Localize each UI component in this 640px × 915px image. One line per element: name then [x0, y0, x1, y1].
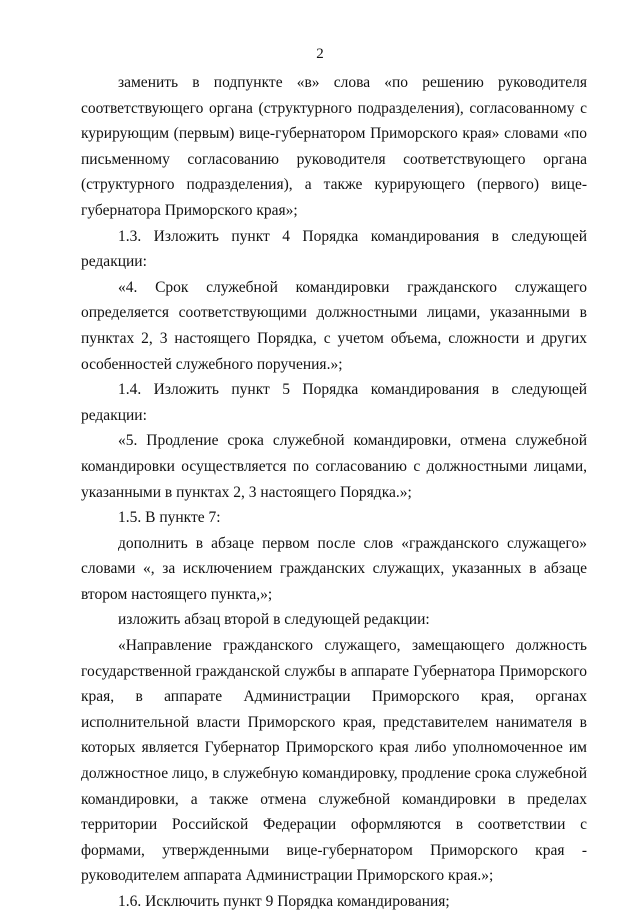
- paragraph-restate-second: изложить абзац второй в следующей редакции:: [118, 611, 430, 629]
- paragraph-replace-words: заменить в подпункте «в» слова «по решению руководителя соответствующего органа (структурного подразделения), согласованному с курирующим (первым) вице-губернатором Приморского края» словами «по письменному согласованию руководителя соответствующего органа (структурного подразделения), а также курирующего (первого) вице-губернатора Приморского края»;: [81, 74, 587, 219]
- page-number: 2: [316, 46, 324, 62]
- paragraph-item-1-4: 1.4. Изложить пункт 5 Порядка командирования в следующей редакции:: [81, 381, 587, 424]
- paragraph-item-1-3: 1.3. Изложить пункт 4 Порядка командирования в следующей редакции:: [81, 227, 587, 271]
- paragraph-item-1-5: 1.5. В пункте 7:: [118, 509, 221, 527]
- paragraph-point-4-text: «4. Срок служебной командировки гражданского служащего определяется соответствующими должностными лицами, указанными в пунктах 2, 3 настоящего Порядка, с учетом объема, сложности и других особенностей служебного поручения.»;: [81, 278, 587, 373]
- paragraph-point-5-text: «5. Продление срока служебной командировки, отмена служебной командировки осуществляется по согласованию с должностными лицами, указанными в пунктах 2, 3 настоящего Порядка.»;: [81, 432, 587, 501]
- paragraph-direction-text: «Направление гражданского служащего, замещающего должность государственной гражданской службы в аппарате Губернатора Приморского края, в аппарате Администрации Приморского края, органах исполнительной власти Приморского края, представителем нанимателя в которых является Губернатор Приморского края либо уполномоченное им должностное лицо, в служебную командировку, продление срока служебной командировки, а также отмена служебной командировки в пределах территории Российской Федерации оформляются в соответствии с формами, утвержденными вице-губернатором Приморского края - руководителем аппарата Администрации Приморского края.»;: [81, 637, 587, 885]
- paragraph-supplement-first: дополнить в абзаце первом после слов «гражданского служащего» словами «, за исключением гражданских служащих, указанных в абзаце втором настоящего пункта,»;: [81, 534, 587, 603]
- document-body: [81, 70, 587, 915]
- paragraph-item-1-6: 1.6. Исключить пункт 9 Порядка командирования;: [118, 893, 450, 910]
